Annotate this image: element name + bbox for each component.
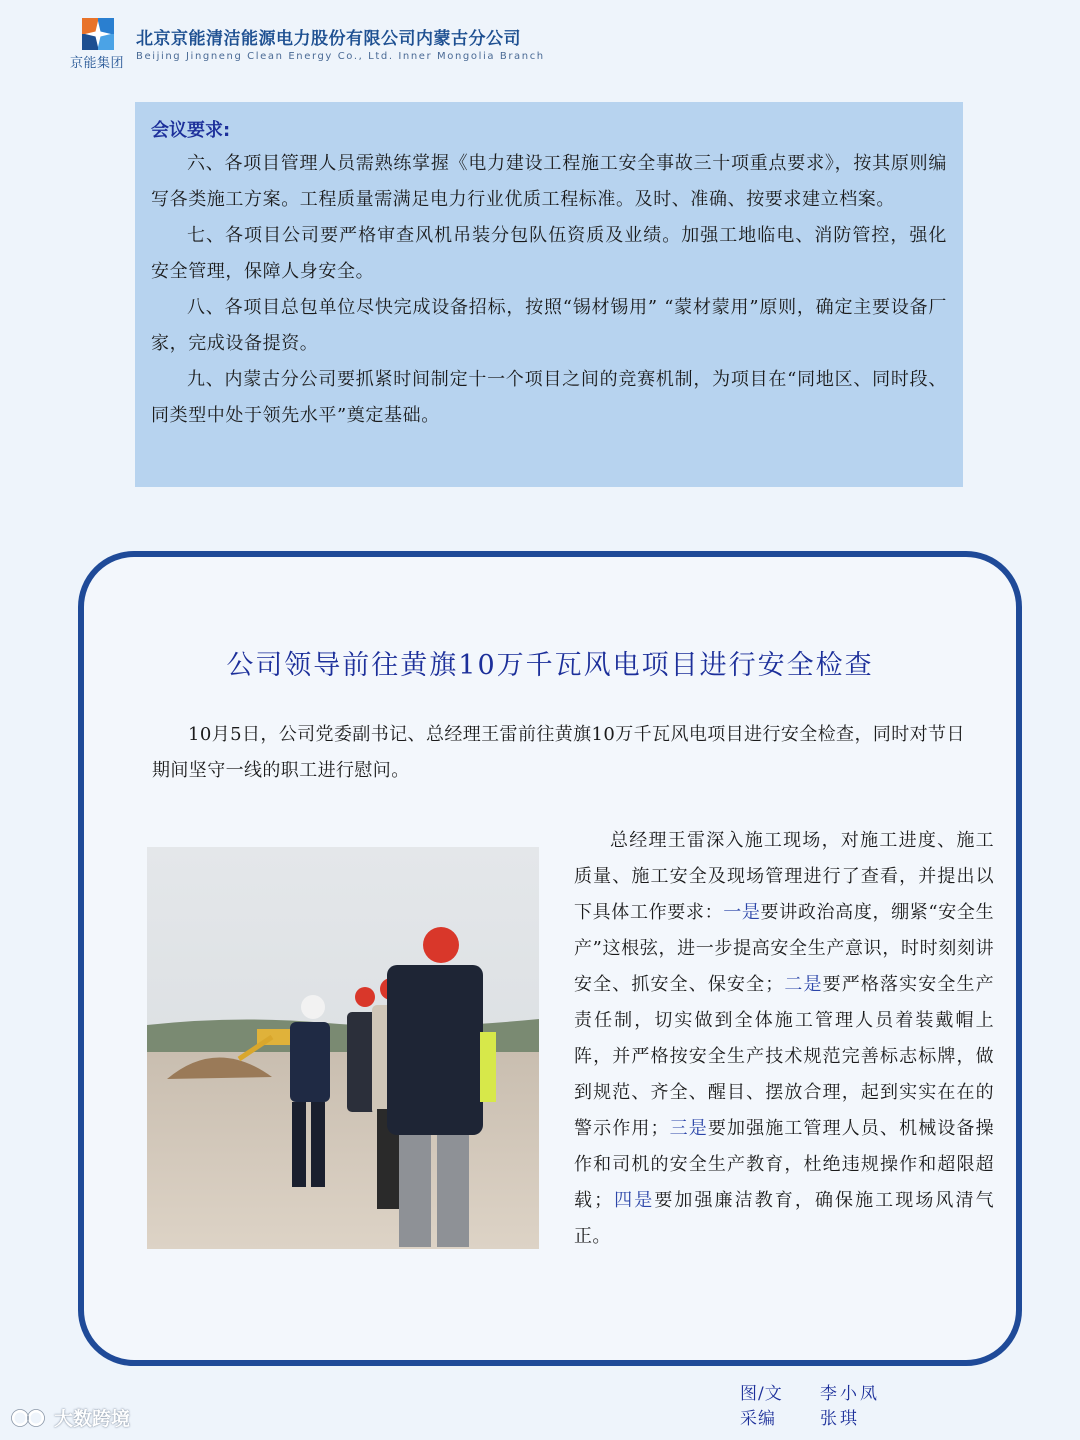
company-name-cn: 北京京能清洁能源电力股份有限公司内蒙古分公司	[136, 29, 521, 49]
requirement-item: 九、内蒙古分公司要抓紧时间制定十一个项目之间的竞赛机制，为项目在“同地区、同时段、同类型中处于领先水平”奠定基础。	[151, 369, 947, 426]
credits	[740, 1382, 960, 1432]
point-text: 要加强施工管理人员、机械设备操作和司机的安全生产教育，杜绝违规操作和超限超载；	[574, 1118, 995, 1211]
point-label: 一是	[723, 902, 761, 923]
news-card	[78, 551, 1022, 1366]
point-text: 要加强廉洁教育，确保施工现场风清气正。	[574, 1190, 994, 1247]
news-body-lead: 总经理王雷深入施工现场，对施工进度、施工质量、施工安全及现场管理进行了查看，并提出以下具体工作要求：	[574, 830, 994, 923]
point-label: 二是	[783, 974, 823, 995]
site-inspection-photo	[147, 847, 539, 1249]
news-body	[574, 823, 994, 1255]
point-label: 三是	[668, 1118, 708, 1139]
point-text: 要讲政治高度，绷紧“安全生产”这根弦，进一步提高安全生产意识，时时刻刻讲安全、抓安全、保安全；	[574, 902, 994, 995]
credit-row-editor	[740, 1407, 960, 1432]
watermark	[10, 1404, 130, 1431]
credit-name: 张琪	[820, 1409, 860, 1429]
point-label: 四是	[612, 1190, 655, 1211]
meeting-requirements-box	[135, 102, 963, 487]
news-intro: 10月5日，公司党委副书记、总经理王雷前往黄旗10万千瓦风电项目进行安全检查，同时对节日期间坚守一线的职工进行慰问。	[152, 724, 965, 781]
requirement-item: 六、各项目管理人员需熟练掌握《电力建设工程施工安全事故三十项重点要求》，按其原则编写各类施工方案。工程质量需满足电力行业优质工程标准。及时、准确、按要求建立档案。	[151, 153, 947, 210]
jingneng-star-logo-icon	[82, 18, 114, 50]
credit-row-photo-text	[740, 1382, 960, 1407]
company-name-en: Beijing Jingneng Clean Energy Co., Ltd. Inner Mongolia Branch	[136, 51, 545, 62]
credit-name: 李小凤	[820, 1384, 880, 1404]
point-text: 要严格落实安全生产责任制，切实做到全体施工管理人员着装戴帽上阵，并严格按安全生产技术规范完善标志标牌，做到规范、齐全、醒目、摆放合理，起到实实在在的警示作用；	[574, 974, 994, 1139]
requirement-item: 七、各项目公司要严格审查风机吊装分包队伍资质及业绩。加强工地临电、消防管控，强化安全管理，保障人身安全。	[151, 225, 947, 282]
page-header	[70, 18, 670, 74]
credit-label: 采编	[740, 1409, 776, 1429]
requirement-item: 八、各项目总包单位尽快完成设备招标，按照“锡材锡用” “蒙材蒙用”原则，确定主要设备厂家，完成设备提资。	[151, 297, 947, 354]
credit-label: 图/文	[740, 1384, 783, 1404]
requirements-title: 会议要求:	[151, 120, 231, 141]
watermark-text: 大数跨境	[54, 1408, 131, 1430]
news-title: 公司领导前往黄旗10万千瓦风电项目进行安全检查	[226, 650, 874, 681]
watermark-logo-icon	[10, 1408, 50, 1428]
logo-text: 京能集团	[70, 56, 125, 71]
